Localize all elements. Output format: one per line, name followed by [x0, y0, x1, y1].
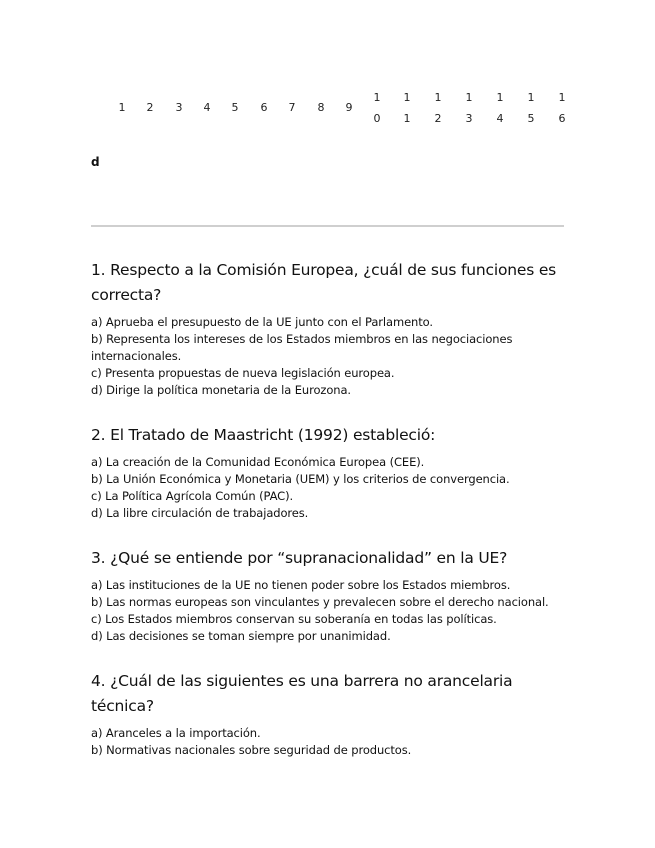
answer-number-digit: 2 [146, 101, 154, 114]
answer-label: d [91, 155, 100, 169]
question-title: 1. Respecto a la Comisión Europea, ¿cuál de sus funciones es correcta? [91, 261, 557, 304]
answer-number-12 [428, 87, 448, 129]
answer-number-digit: 7 [288, 101, 296, 114]
answer-number-digit: 5 [231, 101, 239, 114]
answer-number-digit: 6 [260, 101, 268, 114]
answer-number-digit: 4 [496, 112, 504, 125]
answer-number-digit: 1 [403, 112, 411, 125]
option-a: a) Aranceles a la importación. [91, 726, 261, 740]
option-c: c) Presenta propuestas de nueva legislación europea. [91, 366, 395, 380]
question-2 [91, 423, 561, 522]
option-a: a) Las instituciones de la UE no tienen poder sobre los Estados miembros. [91, 578, 511, 592]
option-c: c) La Política Agrícola Común (PAC). [91, 489, 294, 503]
option-b: b) Las normas europeas son vinculantes y prevalecen sobre el derecho nacional. [91, 595, 549, 609]
answer-number-9 [339, 97, 359, 118]
answer-number-5 [225, 97, 245, 118]
answer-number-digit: 1 [403, 91, 411, 104]
answer-number-15 [521, 87, 541, 129]
answer-number-digit: 4 [203, 101, 211, 114]
answer-number-16 [552, 87, 572, 129]
answer-number-digit: 0 [373, 112, 381, 125]
answer-number-1 [112, 97, 132, 118]
answer-number-digit: 8 [317, 101, 325, 114]
answer-number-3 [169, 97, 189, 118]
answer-number-digit: 1 [118, 101, 126, 114]
option-c: c) Los Estados miembros conservan su soberanía en todas las políticas. [91, 612, 497, 626]
answer-number-digit: 9 [345, 101, 353, 114]
answer-number-digit: 3 [465, 112, 473, 125]
answer-number-10 [367, 87, 387, 129]
answer-number-digit: 1 [558, 91, 566, 104]
answer-number-digit: 1 [527, 91, 535, 104]
question-title: 3. ¿Qué se entiende por “supranacionalidad” en la UE? [91, 549, 508, 567]
answer-number-11 [397, 87, 417, 129]
option-b: b) La Unión Económica y Monetaria (UEM) y los criterios de convergencia. [91, 472, 510, 486]
answer-number-digit: 1 [434, 91, 442, 104]
divider [91, 225, 564, 227]
option-d: d) Dirige la política monetaria de la Eurozona. [91, 383, 351, 397]
answer-number-13 [459, 87, 479, 129]
answer-number-8 [311, 97, 331, 118]
answer-number-6 [254, 97, 274, 118]
option-d: d) Las decisiones se toman siempre por unanimidad. [91, 629, 391, 643]
question-title: 4. ¿Cuál de las siguientes es una barrera no arancelaria técnica? [91, 672, 513, 715]
question-title: 2. El Tratado de Maastricht (1992) estableció: [91, 426, 436, 444]
question-1 [91, 258, 561, 399]
option-b: b) Normativas nacionales sobre seguridad de productos. [91, 743, 412, 757]
answer-number-digit: 6 [558, 112, 566, 125]
question-list [91, 258, 561, 783]
option-a: a) La creación de la Comunidad Económica Europea (CEE). [91, 455, 425, 469]
answer-number-4 [197, 97, 217, 118]
option-a: a) Aprueba el presupuesto de la UE junto con el Parlamento. [91, 315, 433, 329]
answer-number-digit: 1 [465, 91, 473, 104]
question-3 [91, 546, 561, 645]
answer-number-row [0, 90, 655, 130]
answer-number-digit: 5 [527, 112, 535, 125]
option-b: b) Representa los intereses de los Estados miembros en las negociaciones internacionales. [91, 332, 513, 363]
answer-number-digit: 2 [434, 112, 442, 125]
answer-number-7 [282, 97, 302, 118]
answer-number-digit: 1 [496, 91, 504, 104]
answer-number-digit: 1 [373, 91, 381, 104]
answer-number-digit: 3 [175, 101, 183, 114]
question-4 [91, 669, 561, 759]
option-d: d) La libre circulación de trabajadores. [91, 506, 309, 520]
answer-number-2 [140, 97, 160, 118]
answer-number-14 [490, 87, 510, 129]
